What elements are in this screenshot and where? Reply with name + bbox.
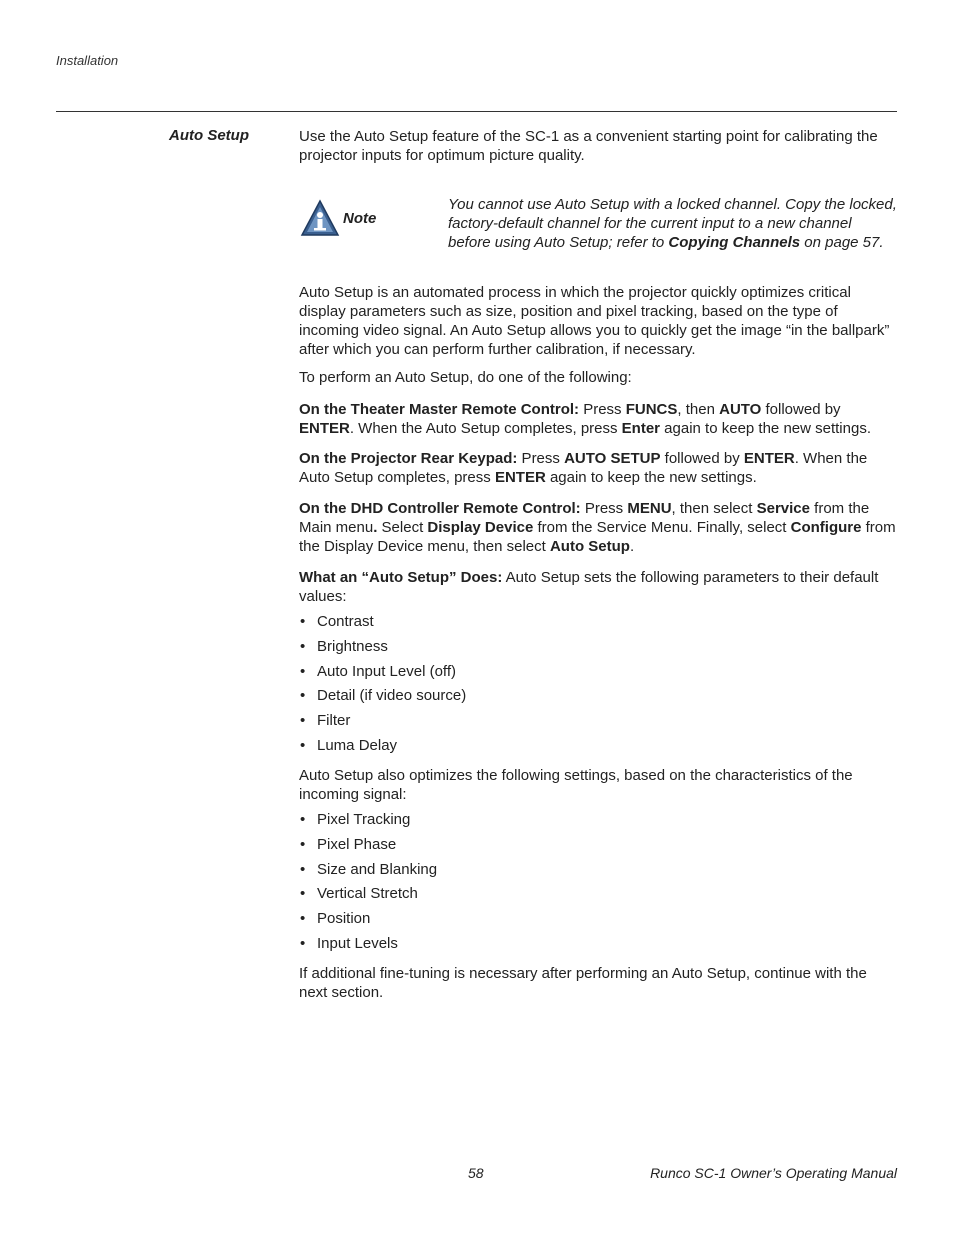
list-item: • Auto Input Level (off) [299, 662, 897, 687]
note-label: Note [343, 210, 377, 227]
list-item: • Contrast [299, 612, 897, 637]
keypad-k1: AUTO SETUP [564, 450, 661, 467]
theater-t4: . When the Auto Setup completes, press [349, 420, 622, 437]
dhd-k6: Auto Setup [549, 538, 630, 555]
keypad-t3: . When the Auto Setup completes, press [299, 450, 868, 486]
theater-remote-paragraph [299, 400, 897, 438]
theater-lead: On the Theater Master Remote Control: [299, 401, 580, 418]
optimizes-text: Auto Setup also optimizes the following settings, based on the characteristics of the incoming signal: [299, 767, 853, 803]
list-item: • Size and Blanking [299, 860, 897, 885]
overview-paragraph [299, 283, 897, 359]
note-text-before: You cannot use Auto Setup with a locked channel. Copy the locked, factory-default channel for the current input to a new channel before using Auto Setup; refer to [448, 196, 897, 251]
dhd-t7: . [629, 538, 635, 555]
dhd-k5: Configure [790, 519, 862, 536]
dhd-t2: , then select [671, 500, 757, 517]
overview-text: Auto Setup is an automated process in which the projector quickly optimizes critical display parameters such as size, position and pixel tracking, based on the type of incoming video signal. An Auto Setup allows you to quickly get the image “in the ballpark” after which you can perform further calibration, if necessary. [299, 284, 890, 358]
dhd-lead: On the DHD Controller Remote Control: [299, 500, 581, 517]
list-item: • Position [299, 909, 897, 934]
keypad-t1: Press [517, 450, 565, 467]
section-title: Auto Setup [169, 127, 249, 144]
keypad-lead: On the Projector Rear Keypad: [299, 450, 518, 467]
keypad-k3: ENTER [494, 469, 546, 486]
theater-k4: Enter [621, 420, 661, 437]
theater-t1: Press [579, 401, 626, 418]
theater-t2: , then [677, 401, 720, 418]
optimizes-paragraph [299, 766, 897, 804]
what-text: Auto Setup sets the following parameters to their default values: [299, 569, 879, 605]
instructions-lead-text: To perform an Auto Setup, do one of the following: [299, 369, 632, 386]
note-link: Copying Channels [668, 234, 801, 251]
running-header: Installation [56, 53, 119, 68]
note-text [448, 195, 898, 252]
manual-title: Runco SC-1 Owner’s Operating Manual [650, 1165, 897, 1181]
theater-k2: AUTO [719, 401, 762, 418]
theater-k1: FUNCS [625, 401, 678, 418]
keypad-paragraph [299, 449, 897, 487]
instructions-lead [299, 368, 897, 387]
dhd-t1: Press [580, 500, 628, 517]
theater-t3: followed by [761, 401, 841, 418]
dhd-k1: MENU [627, 500, 672, 517]
list-item: • Luma Delay [299, 736, 897, 761]
optimized-list [299, 810, 897, 959]
theater-t5: again to keep the new settings. [660, 420, 871, 437]
list-item: • Input Levels [299, 934, 897, 959]
keypad-t2: followed by [660, 450, 744, 467]
list-item: • Detail (if video source) [299, 686, 897, 711]
closing-text: If additional fine-tuning is necessary after performing an Auto Setup, continue with the next section. [299, 965, 867, 1001]
dhd-t6: from the Display Device menu, then select [299, 519, 896, 555]
list-item: • Vertical Stretch [299, 884, 897, 909]
list-item: • Pixel Tracking [299, 810, 897, 835]
page-number: 58 [468, 1165, 484, 1181]
what-it-does-paragraph [299, 568, 897, 606]
dhd-k4: Display Device [427, 519, 534, 536]
dhd-k3: . [373, 519, 378, 536]
intro-text: Use the Auto Setup feature of the SC-1 as a convenient starting point for calibrating the projector inputs for optimum picture quality. [299, 128, 878, 164]
warning-icon [300, 199, 340, 237]
dhd-k2: Service [756, 500, 810, 517]
dhd-t4: Select [377, 519, 428, 536]
intro-paragraph [299, 127, 897, 165]
keypad-k2: ENTER [743, 450, 795, 467]
note-text-after: on page 57. [800, 234, 884, 251]
dhd-t3: from the Main menu [299, 500, 870, 536]
closing-paragraph [299, 964, 897, 1002]
theater-k3: ENTER [299, 420, 350, 437]
what-lead: What an “Auto Setup” Does: [299, 569, 503, 586]
list-item: • Pixel Phase [299, 835, 897, 860]
dhd-remote-paragraph [299, 499, 897, 556]
dhd-t5: from the Service Menu. Finally, select [533, 519, 791, 536]
defaults-list [299, 612, 897, 761]
list-item: • Filter [299, 711, 897, 736]
keypad-t4: again to keep the new settings. [545, 469, 757, 486]
list-item: • Brightness [299, 637, 897, 662]
header-rule [56, 111, 897, 112]
